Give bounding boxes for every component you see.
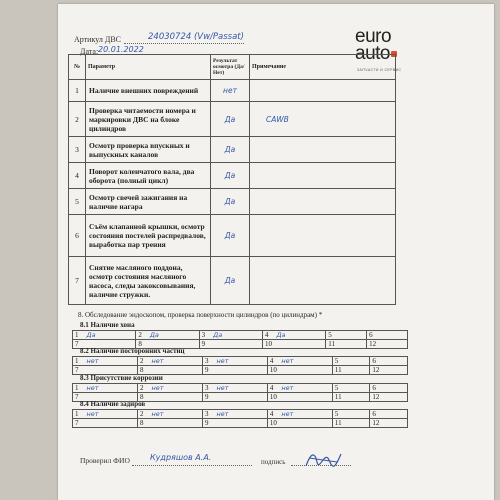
- row-note: [250, 163, 396, 189]
- row-num: 6: [69, 215, 86, 257]
- table-row: [69, 137, 396, 163]
- row-result: Да: [211, 137, 250, 163]
- col-result-header: Результат осмотра (Да/Нет): [211, 55, 250, 80]
- cylinder-cell: [73, 419, 138, 428]
- logo-line1: euro: [355, 26, 392, 47]
- row-result: нет: [211, 80, 250, 102]
- cylinder-row: [73, 384, 408, 393]
- cylinder-cell: [332, 357, 370, 366]
- date-label: Дата:: [80, 47, 99, 56]
- row-note: [250, 189, 396, 215]
- row-result: Да: [211, 102, 250, 137]
- cylinder-number: 11: [334, 366, 342, 374]
- col-num-header: №: [69, 55, 86, 80]
- cylinder-cell: [267, 393, 332, 402]
- cylinder-number: 12: [369, 340, 377, 348]
- row-result: Да: [211, 163, 250, 189]
- row-num: 5: [69, 189, 86, 215]
- cylinder-cell: [370, 419, 408, 428]
- cylinder-number: 10: [269, 366, 277, 374]
- cylinder-number: 6: [372, 410, 376, 418]
- cylinder-cell: [267, 357, 332, 366]
- cylinder-value: нет: [86, 384, 99, 392]
- row-note: CAWB: [250, 102, 396, 137]
- section8-group-title: 8.4 Наличие задиров: [80, 400, 146, 408]
- cylinder-number: 4: [269, 384, 274, 392]
- cylinder-number: 8: [139, 419, 144, 427]
- checked-by-value: Кудряшов А.А.: [150, 453, 212, 462]
- cylinder-value: нет: [86, 357, 99, 365]
- cylinder-number: 12: [372, 419, 380, 427]
- cylinder-number: 12: [372, 366, 380, 374]
- cylinder-cell: [136, 331, 199, 340]
- cylinder-cell: [367, 331, 408, 340]
- cylinder-value: нет: [151, 357, 164, 365]
- cylinder-cell: [202, 393, 267, 402]
- cylinder-value: нет: [281, 357, 294, 365]
- cylinder-cell: [137, 393, 202, 402]
- cylinder-value: нет: [86, 410, 99, 418]
- row-num: 1: [69, 80, 86, 102]
- cylinder-row: [73, 419, 408, 428]
- cylinder-cell: [202, 410, 267, 419]
- cylinder-value: нет: [281, 384, 294, 392]
- row-num: 4: [69, 163, 86, 189]
- row-param: Осмотр свечей зажигания на наличие нагара: [86, 189, 211, 215]
- cylinder-number: 9: [204, 366, 209, 374]
- cylinder-cell: [332, 393, 370, 402]
- signature-underline: [291, 465, 351, 466]
- cylinder-cell: [332, 366, 370, 375]
- inspection-table: [68, 54, 396, 305]
- cylinder-value: нет: [216, 384, 229, 392]
- cylinder-number: 1: [75, 384, 79, 392]
- cylinder-number: 2: [139, 357, 144, 365]
- logo-tagline: ЗАПЧАСТИ И СЕРВИС: [357, 68, 402, 72]
- cylinder-number: 4: [264, 331, 269, 339]
- col-param-header: Параметр: [86, 55, 211, 80]
- cylinder-cell: [137, 384, 202, 393]
- date-value: 20.01.2022: [98, 45, 144, 54]
- cylinder-cell: [73, 357, 138, 366]
- cylinder-number: 10: [264, 340, 272, 348]
- cylinder-number: 5: [328, 331, 332, 339]
- cylinder-number: 6: [372, 384, 376, 392]
- section8-group-title: 8.2 Наличие посторонних частиц: [80, 347, 185, 355]
- checked-by-label: Проверил ФИО: [80, 456, 130, 465]
- row-result: Да: [211, 215, 250, 257]
- cylinder-number: 9: [204, 393, 209, 401]
- cylinder-cell: [199, 331, 262, 340]
- cylinder-number: 7: [75, 393, 79, 401]
- cylinder-row: [73, 410, 408, 419]
- col-note-header: Примечание: [250, 55, 396, 80]
- row-param: Осмотр проверка впускных и выпускных каналов: [86, 137, 211, 163]
- row-note: [250, 137, 396, 163]
- cylinder-number: 1: [75, 357, 79, 365]
- checked-by-underline: [132, 465, 252, 466]
- cylinder-cell: [332, 419, 370, 428]
- cylinder-number: 3: [201, 331, 206, 339]
- cylinder-cell: [326, 340, 367, 349]
- cylinder-number: 10: [269, 393, 277, 401]
- cylinder-cell: [202, 419, 267, 428]
- cylinder-row: [73, 357, 408, 366]
- cylinder-number: 3: [204, 410, 209, 418]
- section8-group-title: 8.3 Присутствие коррозии: [80, 374, 163, 382]
- cylinder-number: 1: [75, 331, 79, 339]
- cylinder-cell: [332, 384, 370, 393]
- row-num: 2: [69, 102, 86, 137]
- cylinder-number: 9: [204, 419, 209, 427]
- table-row: [69, 80, 396, 102]
- cylinder-number: 9: [201, 340, 206, 348]
- cylinder-number: 10: [269, 419, 277, 427]
- row-note: [250, 215, 396, 257]
- article-label: Артикул ДВС: [74, 35, 121, 44]
- cylinder-cell: [267, 384, 332, 393]
- cylinder-cell: [202, 357, 267, 366]
- cylinder-cell: [370, 357, 408, 366]
- row-param: Съём клапанной крышки, осмотр состояния постелей распредвалов, выработка пар трения: [86, 215, 211, 257]
- row-param: Проверка читаемости номера и маркировки ДВС на блоке цилиндров: [86, 102, 211, 137]
- cylinder-number: 11: [334, 393, 342, 401]
- cylinder-number: 5: [334, 384, 339, 392]
- row-num: 7: [69, 257, 86, 305]
- cylinder-number: 11: [328, 340, 335, 348]
- cylinder-cell: [326, 331, 367, 340]
- cylinder-number: 2: [138, 331, 142, 339]
- cylinder-number: 6: [372, 357, 376, 365]
- row-result: Да: [211, 257, 250, 305]
- cylinder-cell: [73, 331, 136, 340]
- table-row: [69, 163, 396, 189]
- cylinder-value: нет: [216, 410, 229, 418]
- cylinder-cell: [267, 366, 332, 375]
- cylinder-cell: [262, 331, 325, 340]
- cylinder-value: Да: [213, 331, 223, 339]
- cylinder-cell: [267, 410, 332, 419]
- row-param: Наличие внешних повреждений: [86, 80, 211, 102]
- cylinder-number: 1: [75, 410, 79, 418]
- cylinder-number: 4: [269, 357, 274, 365]
- article-underline: [124, 43, 244, 44]
- cylinder-value: Да: [276, 331, 286, 339]
- cylinder-cell: [332, 410, 370, 419]
- cylinder-number: 6: [369, 331, 373, 339]
- signature-label: подпись: [261, 458, 286, 466]
- row-note: [250, 80, 396, 102]
- cylinder-number: 8: [138, 340, 142, 348]
- cylinder-number: 5: [334, 410, 339, 418]
- cylinder-cell: [73, 384, 138, 393]
- cylinder-value: нет: [216, 357, 229, 365]
- cylinder-number: 7: [75, 340, 79, 348]
- cylinder-cell: [137, 357, 202, 366]
- cylinder-number: 4: [269, 410, 274, 418]
- cylinder-number: 12: [372, 393, 380, 401]
- cylinder-number: 2: [139, 410, 144, 418]
- row-result: Да: [211, 189, 250, 215]
- section8-group-title: 8.1 Наличие хона: [80, 321, 135, 329]
- row-param: Поворот коленчатого вала, два оборота (полный цикл): [86, 163, 211, 189]
- row-num: 3: [69, 137, 86, 163]
- row-param: Снятие масляного поддона, осмотр состояния масляного насоса, следы закоксовывания, наличие стружки.: [86, 257, 211, 305]
- cylinder-cell: [202, 384, 267, 393]
- cylinder-cell: [262, 340, 325, 349]
- cylinder-number: 7: [75, 419, 79, 427]
- cylinder-cell: [199, 340, 262, 349]
- cylinder-cell: [202, 366, 267, 375]
- cylinder-cell: [367, 340, 408, 349]
- cylinder-number: 3: [204, 384, 209, 392]
- cylinder-cell: [370, 393, 408, 402]
- cylinder-row: [73, 331, 408, 340]
- cylinder-value: нет: [281, 410, 294, 418]
- cylinder-cell: [137, 410, 202, 419]
- cylinder-value: Да: [86, 331, 96, 339]
- inspection-sheet: [58, 4, 494, 500]
- cylinder-value: Да: [149, 331, 159, 339]
- cylinder-number: 8: [139, 366, 144, 374]
- cylinder-number: 11: [334, 419, 342, 427]
- cylinder-cell: [267, 419, 332, 428]
- cylinder-value: нет: [151, 410, 164, 418]
- logo-line2: auto: [355, 43, 390, 64]
- cylinder-cell: [370, 384, 408, 393]
- cylinder-cell: [73, 410, 138, 419]
- cylinder-grid: [72, 356, 408, 375]
- table-row: [69, 257, 396, 305]
- cylinder-grid: [72, 409, 408, 428]
- cylinder-number: 7: [75, 366, 79, 374]
- table-row: [69, 189, 396, 215]
- signature-scribble: [303, 448, 343, 472]
- cylinder-number: 8: [139, 393, 144, 401]
- cylinder-number: 5: [334, 357, 339, 365]
- cylinder-number: 3: [204, 357, 209, 365]
- cylinder-cell: [370, 366, 408, 375]
- row-note: [250, 257, 396, 305]
- section8-title: 8. Обследование эндоскопом, проверка поверхности цилиндров (по цилиндрам) *: [78, 311, 323, 319]
- cylinder-value: нет: [151, 384, 164, 392]
- cylinder-number: 2: [139, 384, 144, 392]
- cylinder-cell: [370, 410, 408, 419]
- table-row: [69, 215, 396, 257]
- table-row: [69, 102, 396, 137]
- cylinder-cell: [137, 419, 202, 428]
- article-value: 24030724 (Vw/Passat): [148, 32, 244, 42]
